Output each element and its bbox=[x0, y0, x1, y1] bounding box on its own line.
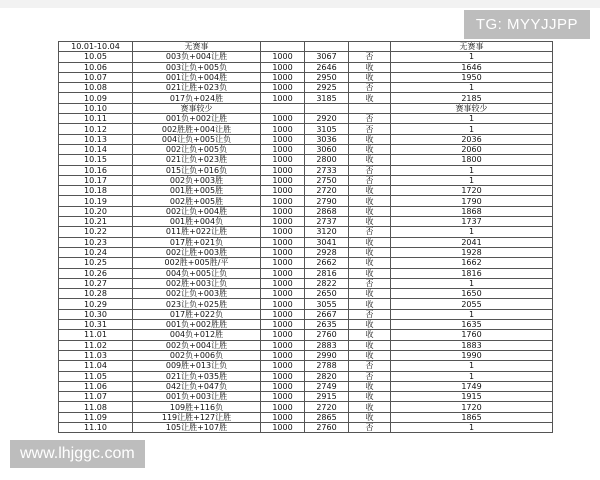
return-cell: 2720 bbox=[305, 186, 349, 196]
table-row bbox=[59, 165, 553, 175]
combo-cell: 003负+004让胜 bbox=[133, 52, 261, 62]
combo-cell: 002胜胜+004让胜 bbox=[133, 124, 261, 134]
table-row bbox=[59, 350, 553, 360]
stake-cell: 1000 bbox=[261, 381, 305, 391]
return-cell: 3185 bbox=[305, 93, 349, 103]
profit-cell: 1 bbox=[391, 124, 553, 134]
combo-cell: 002让胜+003胜 bbox=[133, 247, 261, 257]
table-row bbox=[59, 392, 553, 402]
stake-cell: 1000 bbox=[261, 155, 305, 165]
combo-cell: 011胜+022让胜 bbox=[133, 227, 261, 237]
top-strip bbox=[0, 0, 600, 8]
profit-cell: 1800 bbox=[391, 155, 553, 165]
table-body bbox=[59, 42, 553, 433]
combo-cell: 002让负+005负 bbox=[133, 144, 261, 154]
table-row bbox=[59, 72, 553, 82]
stake-cell: 1000 bbox=[261, 52, 305, 62]
result-cell: 收 bbox=[349, 247, 391, 257]
date-cell: 10.08 bbox=[59, 83, 133, 93]
return-cell: 3067 bbox=[305, 52, 349, 62]
date-cell: 10.18 bbox=[59, 186, 133, 196]
stake-cell: 1000 bbox=[261, 62, 305, 72]
date-cell: 10.25 bbox=[59, 258, 133, 268]
result-cell: 收 bbox=[349, 381, 391, 391]
combo-cell: 001让负+004胜 bbox=[133, 72, 261, 82]
return-cell: 2865 bbox=[305, 412, 349, 422]
date-cell: 10.27 bbox=[59, 278, 133, 288]
combo-cell: 002让负+003胜 bbox=[133, 289, 261, 299]
date-cell: 10.16 bbox=[59, 165, 133, 175]
stake-cell: 1000 bbox=[261, 340, 305, 350]
date-cell: 10.06 bbox=[59, 62, 133, 72]
table-row bbox=[59, 309, 553, 319]
return-cell: 3120 bbox=[305, 227, 349, 237]
stake-cell: 1000 bbox=[261, 309, 305, 319]
stake-cell: 1000 bbox=[261, 186, 305, 196]
profit-cell: 1662 bbox=[391, 258, 553, 268]
return-cell: 2925 bbox=[305, 83, 349, 93]
date-cell: 10.09 bbox=[59, 93, 133, 103]
date-cell: 11.10 bbox=[59, 422, 133, 432]
site-watermark: www.lhjggc.com bbox=[10, 440, 145, 468]
return-cell: 3060 bbox=[305, 144, 349, 154]
date-cell: 11.03 bbox=[59, 350, 133, 360]
combo-cell: 021让负+023胜 bbox=[133, 155, 261, 165]
profit-cell: 1816 bbox=[391, 268, 553, 278]
table-row bbox=[59, 83, 553, 93]
stake-cell: 1000 bbox=[261, 134, 305, 144]
table-row bbox=[59, 330, 553, 340]
combo-cell: 002胜+005胜 bbox=[133, 196, 261, 206]
return-cell bbox=[305, 103, 349, 113]
return-cell: 3055 bbox=[305, 299, 349, 309]
date-cell: 11.08 bbox=[59, 402, 133, 412]
stake-cell: 1000 bbox=[261, 217, 305, 227]
betting-record-table bbox=[58, 41, 553, 433]
combo-cell: 002负+003胜 bbox=[133, 175, 261, 185]
result-cell: 否 bbox=[349, 422, 391, 432]
result-cell: 收 bbox=[349, 268, 391, 278]
profit-cell: 1720 bbox=[391, 186, 553, 196]
result-cell: 收 bbox=[349, 299, 391, 309]
return-cell: 2868 bbox=[305, 206, 349, 216]
stake-cell: 1000 bbox=[261, 392, 305, 402]
stake-cell: 1000 bbox=[261, 402, 305, 412]
table-row bbox=[59, 155, 553, 165]
date-cell: 11.06 bbox=[59, 381, 133, 391]
date-cell: 11.01 bbox=[59, 330, 133, 340]
stake-cell: 1000 bbox=[261, 247, 305, 257]
return-cell: 2920 bbox=[305, 114, 349, 124]
table-row bbox=[59, 278, 553, 288]
date-cell: 10.11 bbox=[59, 114, 133, 124]
table-row bbox=[59, 227, 553, 237]
return-cell bbox=[305, 42, 349, 52]
combo-cell: 015让负+016负 bbox=[133, 165, 261, 175]
result-cell: 否 bbox=[349, 114, 391, 124]
table-row bbox=[59, 103, 553, 113]
combo-cell: 赛事较少 bbox=[133, 103, 261, 113]
profit-cell: 1 bbox=[391, 361, 553, 371]
return-cell: 2820 bbox=[305, 371, 349, 381]
stake-cell: 1000 bbox=[261, 371, 305, 381]
stake-cell: 1000 bbox=[261, 227, 305, 237]
profit-cell: 1760 bbox=[391, 330, 553, 340]
date-cell: 10.07 bbox=[59, 72, 133, 82]
result-cell: 否 bbox=[349, 175, 391, 185]
result-cell: 收 bbox=[349, 330, 391, 340]
date-cell: 10.15 bbox=[59, 155, 133, 165]
stake-cell: 1000 bbox=[261, 124, 305, 134]
result-cell: 收 bbox=[349, 237, 391, 247]
profit-cell: 赛事较少 bbox=[391, 103, 553, 113]
combo-cell: 003让负+005负 bbox=[133, 62, 261, 72]
profit-cell: 1 bbox=[391, 278, 553, 288]
combo-cell: 002胜+003让负 bbox=[133, 278, 261, 288]
combo-cell: 017胜+022负 bbox=[133, 309, 261, 319]
table-row bbox=[59, 217, 553, 227]
result-cell: 否 bbox=[349, 83, 391, 93]
profit-cell: 1737 bbox=[391, 217, 553, 227]
combo-cell: 002让负+004胜 bbox=[133, 206, 261, 216]
result-cell: 收 bbox=[349, 62, 391, 72]
profit-cell: 2060 bbox=[391, 144, 553, 154]
stake-cell: 1000 bbox=[261, 268, 305, 278]
combo-cell: 001负+003让胜 bbox=[133, 392, 261, 402]
profit-cell: 无赛事 bbox=[391, 42, 553, 52]
date-cell: 10.01-10.04 bbox=[59, 42, 133, 52]
profit-cell: 1 bbox=[391, 227, 553, 237]
table-row bbox=[59, 124, 553, 134]
profit-cell: 2036 bbox=[391, 134, 553, 144]
result-cell bbox=[349, 103, 391, 113]
combo-cell: 004负+012胜 bbox=[133, 330, 261, 340]
combo-cell: 001负+002胜胜 bbox=[133, 320, 261, 330]
profit-cell: 1 bbox=[391, 422, 553, 432]
combo-cell: 021让胜+023负 bbox=[133, 83, 261, 93]
profit-cell: 1650 bbox=[391, 289, 553, 299]
profit-cell: 1 bbox=[391, 309, 553, 319]
date-cell: 10.24 bbox=[59, 247, 133, 257]
result-cell: 收 bbox=[349, 258, 391, 268]
return-cell: 2760 bbox=[305, 330, 349, 340]
result-cell: 收 bbox=[349, 144, 391, 154]
return-cell: 2883 bbox=[305, 340, 349, 350]
profit-cell: 1720 bbox=[391, 402, 553, 412]
profit-cell: 1990 bbox=[391, 350, 553, 360]
table-row bbox=[59, 186, 553, 196]
stake-cell: 1000 bbox=[261, 237, 305, 247]
table-row bbox=[59, 114, 553, 124]
table-row bbox=[59, 175, 553, 185]
table-row bbox=[59, 134, 553, 144]
return-cell: 3036 bbox=[305, 134, 349, 144]
combo-cell: 001胜+005胜 bbox=[133, 186, 261, 196]
date-cell: 10.17 bbox=[59, 175, 133, 185]
date-cell: 11.07 bbox=[59, 392, 133, 402]
date-cell: 11.04 bbox=[59, 361, 133, 371]
stake-cell bbox=[261, 42, 305, 52]
combo-cell: 002负+006负 bbox=[133, 350, 261, 360]
return-cell: 2928 bbox=[305, 247, 349, 257]
combo-cell: 119让胜+127让胜 bbox=[133, 412, 261, 422]
return-cell: 2800 bbox=[305, 155, 349, 165]
stake-cell: 1000 bbox=[261, 83, 305, 93]
stake-cell: 1000 bbox=[261, 350, 305, 360]
date-cell: 10.28 bbox=[59, 289, 133, 299]
stake-cell: 1000 bbox=[261, 72, 305, 82]
stake-cell: 1000 bbox=[261, 114, 305, 124]
date-cell: 11.09 bbox=[59, 412, 133, 422]
profit-cell: 1635 bbox=[391, 320, 553, 330]
profit-cell: 2055 bbox=[391, 299, 553, 309]
result-cell: 收 bbox=[349, 340, 391, 350]
stake-cell: 1000 bbox=[261, 258, 305, 268]
stake-cell: 1000 bbox=[261, 144, 305, 154]
profit-cell: 1865 bbox=[391, 412, 553, 422]
result-cell: 收 bbox=[349, 72, 391, 82]
stake-cell: 1000 bbox=[261, 289, 305, 299]
date-cell: 11.02 bbox=[59, 340, 133, 350]
stake-cell: 1000 bbox=[261, 278, 305, 288]
table-row bbox=[59, 42, 553, 52]
return-cell: 2915 bbox=[305, 392, 349, 402]
stake-cell: 1000 bbox=[261, 206, 305, 216]
date-cell: 10.20 bbox=[59, 206, 133, 216]
table-row bbox=[59, 62, 553, 72]
date-cell: 10.19 bbox=[59, 196, 133, 206]
result-cell: 否 bbox=[349, 227, 391, 237]
return-cell: 2750 bbox=[305, 175, 349, 185]
stake-cell bbox=[261, 103, 305, 113]
profit-cell: 1646 bbox=[391, 62, 553, 72]
stake-cell: 1000 bbox=[261, 422, 305, 432]
combo-cell: 009胜+013让负 bbox=[133, 361, 261, 371]
combo-cell: 042让负+047负 bbox=[133, 381, 261, 391]
table-row bbox=[59, 320, 553, 330]
date-cell: 10.29 bbox=[59, 299, 133, 309]
stake-cell: 1000 bbox=[261, 330, 305, 340]
result-cell: 收 bbox=[349, 392, 391, 402]
combo-cell: 109胜+116负 bbox=[133, 402, 261, 412]
result-cell: 收 bbox=[349, 93, 391, 103]
result-cell: 收 bbox=[349, 196, 391, 206]
table-row bbox=[59, 144, 553, 154]
date-cell: 10.05 bbox=[59, 52, 133, 62]
profit-cell: 1 bbox=[391, 165, 553, 175]
date-cell: 11.05 bbox=[59, 371, 133, 381]
result-cell: 收 bbox=[349, 155, 391, 165]
result-cell: 否 bbox=[349, 371, 391, 381]
date-cell: 10.31 bbox=[59, 320, 133, 330]
return-cell: 2662 bbox=[305, 258, 349, 268]
profit-cell: 2041 bbox=[391, 237, 553, 247]
profit-cell: 1915 bbox=[391, 392, 553, 402]
profit-cell: 1928 bbox=[391, 247, 553, 257]
result-cell: 否 bbox=[349, 165, 391, 175]
result-cell: 收 bbox=[349, 412, 391, 422]
table-row bbox=[59, 206, 553, 216]
profit-cell: 1 bbox=[391, 371, 553, 381]
return-cell: 2733 bbox=[305, 165, 349, 175]
return-cell: 2760 bbox=[305, 422, 349, 432]
stake-cell: 1000 bbox=[261, 320, 305, 330]
date-cell: 10.13 bbox=[59, 134, 133, 144]
return-cell: 2990 bbox=[305, 350, 349, 360]
table-row bbox=[59, 299, 553, 309]
return-cell: 2790 bbox=[305, 196, 349, 206]
combo-cell: 021让负+035胜 bbox=[133, 371, 261, 381]
date-cell: 10.21 bbox=[59, 217, 133, 227]
profit-cell: 1790 bbox=[391, 196, 553, 206]
stake-cell: 1000 bbox=[261, 175, 305, 185]
combo-cell: 004负+005让负 bbox=[133, 268, 261, 278]
stake-cell: 1000 bbox=[261, 196, 305, 206]
result-cell: 收 bbox=[349, 402, 391, 412]
table-row bbox=[59, 422, 553, 432]
table-row bbox=[59, 268, 553, 278]
table-row bbox=[59, 93, 553, 103]
combo-cell: 002负+004让胜 bbox=[133, 340, 261, 350]
date-cell: 10.10 bbox=[59, 103, 133, 113]
date-cell: 10.26 bbox=[59, 268, 133, 278]
return-cell: 2749 bbox=[305, 381, 349, 391]
profit-cell: 1 bbox=[391, 114, 553, 124]
table-row bbox=[59, 237, 553, 247]
combo-cell: 004让负+005让负 bbox=[133, 134, 261, 144]
result-cell: 收 bbox=[349, 206, 391, 216]
stake-cell: 1000 bbox=[261, 361, 305, 371]
return-cell: 3041 bbox=[305, 237, 349, 247]
result-cell: 否 bbox=[349, 278, 391, 288]
return-cell: 2822 bbox=[305, 278, 349, 288]
combo-cell: 017胜+021负 bbox=[133, 237, 261, 247]
date-cell: 10.12 bbox=[59, 124, 133, 134]
combo-cell: 无赛事 bbox=[133, 42, 261, 52]
table-row bbox=[59, 289, 553, 299]
combo-cell: 105让胜+107胜 bbox=[133, 422, 261, 432]
stake-cell: 1000 bbox=[261, 299, 305, 309]
return-cell: 2737 bbox=[305, 217, 349, 227]
profit-cell: 1 bbox=[391, 83, 553, 93]
return-cell: 3105 bbox=[305, 124, 349, 134]
result-cell: 收 bbox=[349, 217, 391, 227]
profit-cell: 1868 bbox=[391, 206, 553, 216]
table-row bbox=[59, 361, 553, 371]
stake-cell: 1000 bbox=[261, 165, 305, 175]
result-cell bbox=[349, 42, 391, 52]
result-cell: 收 bbox=[349, 134, 391, 144]
date-cell: 10.14 bbox=[59, 144, 133, 154]
table-row bbox=[59, 371, 553, 381]
table-row bbox=[59, 381, 553, 391]
return-cell: 2650 bbox=[305, 289, 349, 299]
combo-cell: 001负+002让胜 bbox=[133, 114, 261, 124]
profit-cell: 1950 bbox=[391, 72, 553, 82]
stake-cell: 1000 bbox=[261, 412, 305, 422]
result-cell: 收 bbox=[349, 289, 391, 299]
table-row bbox=[59, 402, 553, 412]
profit-cell: 2185 bbox=[391, 93, 553, 103]
result-cell: 否 bbox=[349, 309, 391, 319]
profit-cell: 1 bbox=[391, 52, 553, 62]
result-cell: 否 bbox=[349, 124, 391, 134]
result-cell: 收 bbox=[349, 320, 391, 330]
return-cell: 2950 bbox=[305, 72, 349, 82]
return-cell: 2635 bbox=[305, 320, 349, 330]
date-cell: 10.30 bbox=[59, 309, 133, 319]
date-cell: 10.23 bbox=[59, 237, 133, 247]
date-cell: 10.22 bbox=[59, 227, 133, 237]
result-cell: 收 bbox=[349, 350, 391, 360]
combo-cell: 001胜+004负 bbox=[133, 217, 261, 227]
profit-cell: 1883 bbox=[391, 340, 553, 350]
profit-cell: 1749 bbox=[391, 381, 553, 391]
combo-cell: 017负+024胜 bbox=[133, 93, 261, 103]
profit-cell: 1 bbox=[391, 175, 553, 185]
table-row bbox=[59, 258, 553, 268]
combo-cell: 023让负+025胜 bbox=[133, 299, 261, 309]
result-cell: 收 bbox=[349, 186, 391, 196]
table-row bbox=[59, 412, 553, 422]
telegram-watermark: TG: MYYJJPP bbox=[464, 10, 590, 39]
result-cell: 否 bbox=[349, 52, 391, 62]
stake-cell: 1000 bbox=[261, 93, 305, 103]
return-cell: 2816 bbox=[305, 268, 349, 278]
table-row bbox=[59, 52, 553, 62]
return-cell: 2667 bbox=[305, 309, 349, 319]
table-row bbox=[59, 340, 553, 350]
return-cell: 2720 bbox=[305, 402, 349, 412]
result-cell: 否 bbox=[349, 361, 391, 371]
table-row bbox=[59, 247, 553, 257]
return-cell: 2788 bbox=[305, 361, 349, 371]
return-cell: 2646 bbox=[305, 62, 349, 72]
table-row bbox=[59, 196, 553, 206]
combo-cell: 002胜+005胜/平 bbox=[133, 258, 261, 268]
